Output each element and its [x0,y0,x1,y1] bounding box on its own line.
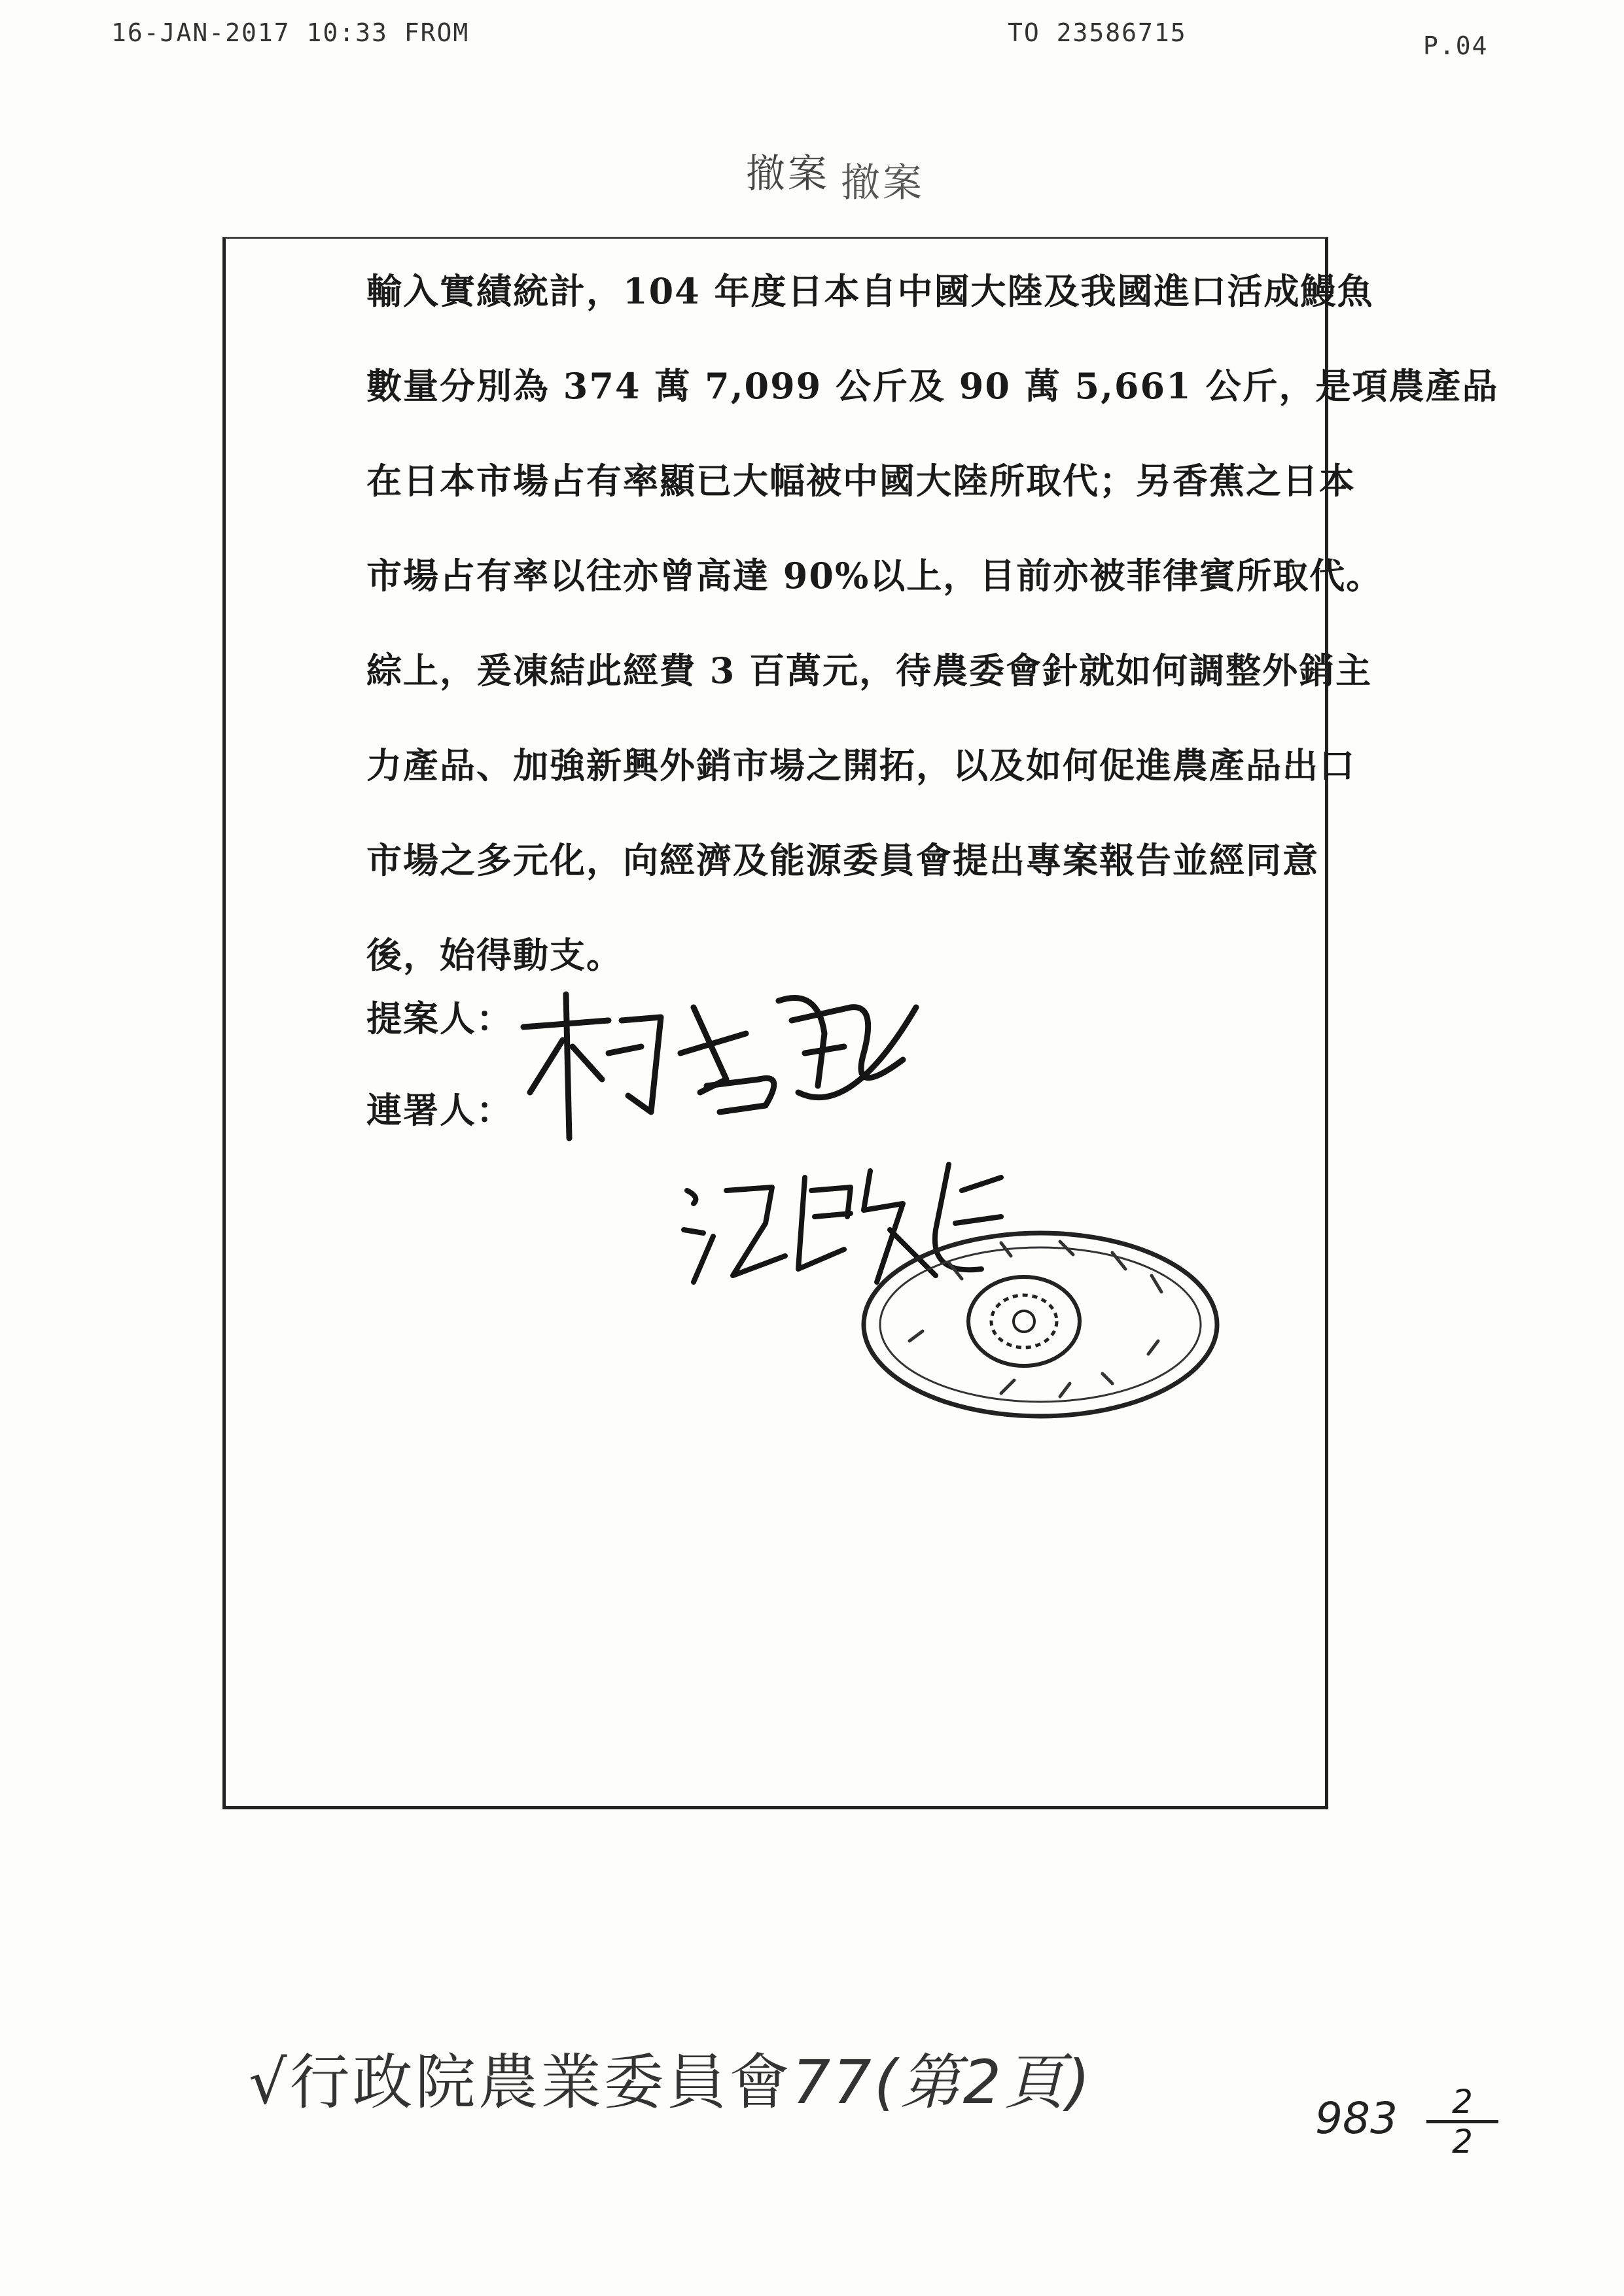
withdrawn-stamp: 撤案 [746,151,830,197]
check-mark: √ [249,2047,290,2117]
signature-proposer [510,981,929,1151]
fax-header-page: P.04 [1423,31,1489,60]
fax-header-recipient: TO 23586715 [1008,18,1187,47]
body-line: 在日本市場占有率顯已大幅被中國大陸所取代；另香蕉之日本 [366,460,1356,502]
body-line: 後，始得動支。 [366,934,623,976]
proposal-body [366,265,1499,1024]
body-line: 力產品、加強新興外銷市場之開拓，以及如何促進農產品出口 [366,744,1356,786]
withdrawn-stamp-duplicate: 撤案 [841,160,925,206]
handwritten-page-note: 77(第2頁) [792,2047,1093,2117]
page-denominator: 2 [1426,2120,1498,2160]
body-line: 輸入實績統計，104 年度日本自中國大陸及我國進口活成鰻魚 [366,270,1374,312]
page-numerator: 2 [1452,2083,1473,2121]
fax-header-sender: 16-JAN-2017 10:33 FROM [111,18,470,47]
body-line: 市場之多元化，向經濟及能源委員會提出專案報告並經同意 [366,839,1319,881]
cosigner-label: 連署人： [366,1089,513,1131]
proposer-label: 提案人： [366,998,513,1039]
page-fraction [1426,2083,1498,2160]
footer-annotation [249,2034,1093,2121]
page-number: 983 [1315,2093,1398,2144]
body-line: 數量分別為 374 萬 7,099 公斤及 90 萬 5,661 公斤，是項農產品 [366,365,1499,407]
body-line: 市場占有率以往亦曾高達 90%以上，目前亦被菲律賓所取代。 [366,555,1383,597]
council-name: 行政院農業委員會 [289,2047,792,2117]
body-line: 綜上，爰凍結此經費 3 百萬元，待農委會針就如何調整外銷主 [366,650,1373,691]
legislative-yuan-seal [851,1217,1230,1426]
